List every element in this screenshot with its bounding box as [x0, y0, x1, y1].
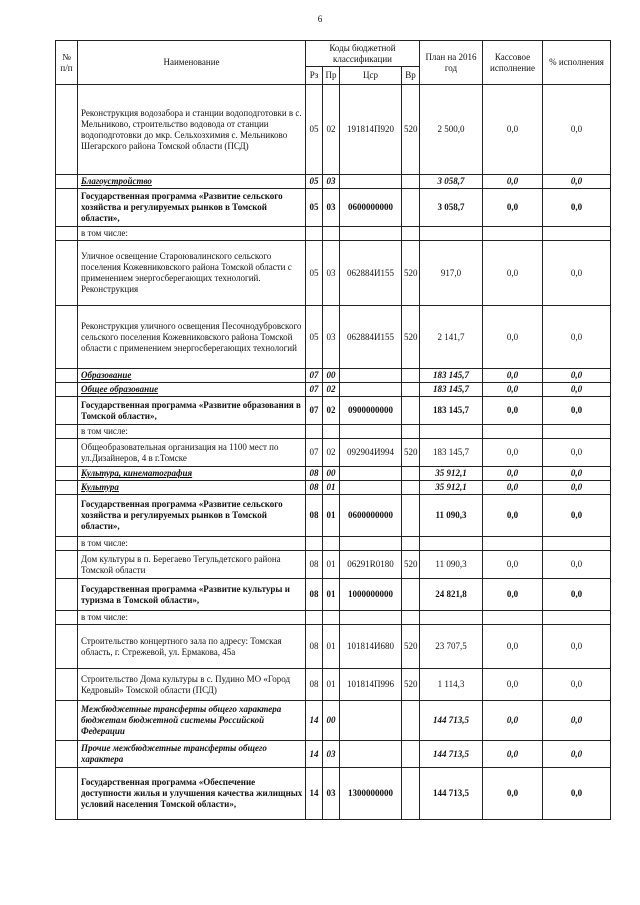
cell-pr: 02	[323, 439, 340, 467]
cell-rz: 05	[306, 175, 323, 189]
header-vr: Вр	[402, 67, 420, 85]
cell-pr: 02	[323, 85, 340, 175]
cell-plan: 1 114,3	[420, 669, 483, 701]
cell-name: Строительство концертного зала по адресу: Томская область, г. Стрежевой, ул. Ермакова, 45а	[78, 625, 306, 669]
header-pct: % исполнения	[543, 41, 611, 85]
cell-pr: 03	[323, 175, 340, 189]
cell-rz: 05	[306, 189, 323, 227]
table-row	[56, 306, 611, 369]
cell-rz	[306, 227, 323, 241]
cell-vr	[402, 467, 420, 481]
cell-pct: 0,0	[543, 439, 611, 467]
cell-cash: 0,0	[483, 669, 543, 701]
cell-num	[56, 227, 78, 241]
cell-name: Дом культуры в п. Берегаево Тегульдетского района Томской области	[78, 551, 306, 579]
cell-pct: 0,0	[543, 625, 611, 669]
cell-pct: 0,0	[543, 241, 611, 306]
cell-vr: 520	[402, 669, 420, 701]
cell-cash: 0,0	[483, 383, 543, 397]
cell-vr	[402, 189, 420, 227]
cell-pct: 0,0	[543, 579, 611, 611]
cell-plan: 144 713,5	[420, 768, 483, 820]
cell-csr	[340, 425, 402, 439]
table-row	[56, 701, 611, 741]
cell-rz: 07	[306, 369, 323, 383]
cell-rz: 14	[306, 741, 323, 768]
cell-cash	[483, 227, 543, 241]
cell-plan: 11 090,3	[420, 495, 483, 537]
cell-vr	[402, 537, 420, 551]
cell-plan: 35 912,1	[420, 467, 483, 481]
cell-pct: 0,0	[543, 551, 611, 579]
cell-num	[56, 625, 78, 669]
cell-num	[56, 383, 78, 397]
cell-cash: 0,0	[483, 467, 543, 481]
cell-csr	[340, 383, 402, 397]
cell-cash: 0,0	[483, 397, 543, 425]
cell-pr: 01	[323, 495, 340, 537]
cell-pr: 03	[323, 241, 340, 306]
cell-rz: 08	[306, 625, 323, 669]
cell-pct	[543, 425, 611, 439]
cell-vr: 520	[402, 241, 420, 306]
cell-vr: 520	[402, 439, 420, 467]
cell-pct: 0,0	[543, 369, 611, 383]
cell-num	[56, 669, 78, 701]
cell-pr: 02	[323, 397, 340, 425]
cell-name: Прочие межбюджетные трансферты общего характера	[78, 741, 306, 768]
cell-csr	[340, 467, 402, 481]
table-row	[56, 669, 611, 701]
cell-vr	[402, 227, 420, 241]
cell-num	[56, 85, 78, 175]
table-row	[56, 439, 611, 467]
cell-pr	[323, 227, 340, 241]
cell-name: Строительство Дома культуры в с. Пудино МО «Город Кедровый» Томской области (ПСД)	[78, 669, 306, 701]
cell-cash	[483, 611, 543, 625]
cell-plan: 11 090,3	[420, 551, 483, 579]
cell-plan: 183 145,7	[420, 369, 483, 383]
cell-csr: 0600000000	[340, 189, 402, 227]
cell-pr	[323, 425, 340, 439]
cell-num	[56, 425, 78, 439]
cell-pct: 0,0	[543, 741, 611, 768]
cell-name: Реконструкция уличного освещения Песочнодубровского сельского поселения Кожевниковского района Томской области с применением энергосберегающих технологий	[78, 306, 306, 369]
cell-rz: 07	[306, 397, 323, 425]
cell-pct	[543, 227, 611, 241]
cell-plan	[420, 425, 483, 439]
cell-rz: 08	[306, 669, 323, 701]
cell-cash: 0,0	[483, 189, 543, 227]
cell-pct	[543, 537, 611, 551]
cell-pr: 03	[323, 189, 340, 227]
header-csr: Цср	[340, 67, 402, 85]
cell-vr	[402, 768, 420, 820]
cell-pr: 00	[323, 369, 340, 383]
cell-cash: 0,0	[483, 369, 543, 383]
cell-cash: 0,0	[483, 175, 543, 189]
cell-csr: 101814П996	[340, 669, 402, 701]
table-row	[56, 611, 611, 625]
cell-plan: 23 707,5	[420, 625, 483, 669]
table-row	[56, 551, 611, 579]
cell-vr: 520	[402, 551, 420, 579]
table-row	[56, 537, 611, 551]
table-row	[56, 85, 611, 175]
cell-pct: 0,0	[543, 85, 611, 175]
cell-num	[56, 175, 78, 189]
cell-cash: 0,0	[483, 579, 543, 611]
cell-rz: 14	[306, 768, 323, 820]
cell-pct: 0,0	[543, 481, 611, 495]
cell-num	[56, 241, 78, 306]
header-cash: Кассовое исполнение	[483, 41, 543, 85]
cell-name: Межбюджетные трансферты общего характера бюджетам бюджетной системы Российской Федерации	[78, 701, 306, 741]
cell-csr: 0900000000	[340, 397, 402, 425]
cell-vr	[402, 383, 420, 397]
cell-num	[56, 537, 78, 551]
cell-num	[56, 495, 78, 537]
cell-name: Государственная программа «Развитие сельского хозяйства и регулируемых рынков в Томской области»,	[78, 495, 306, 537]
cell-num	[56, 439, 78, 467]
cell-rz: 08	[306, 481, 323, 495]
cell-csr: 062884И155	[340, 241, 402, 306]
table-row	[56, 369, 611, 383]
cell-plan: 24 821,8	[420, 579, 483, 611]
cell-pr: 03	[323, 768, 340, 820]
cell-cash	[483, 537, 543, 551]
cell-cash	[483, 425, 543, 439]
cell-num	[56, 579, 78, 611]
cell-pr: 00	[323, 467, 340, 481]
cell-pr: 01	[323, 551, 340, 579]
cell-num	[56, 467, 78, 481]
cell-cash: 0,0	[483, 741, 543, 768]
cell-csr: 191814П920	[340, 85, 402, 175]
cell-plan	[420, 611, 483, 625]
cell-cash: 0,0	[483, 439, 543, 467]
cell-csr	[340, 369, 402, 383]
cell-csr: 1000000000	[340, 579, 402, 611]
cell-pct: 0,0	[543, 189, 611, 227]
cell-num	[56, 306, 78, 369]
cell-pr	[323, 611, 340, 625]
cell-csr	[340, 481, 402, 495]
cell-csr	[340, 701, 402, 741]
table-row	[56, 481, 611, 495]
cell-rz	[306, 425, 323, 439]
cell-plan: 2 141,7	[420, 306, 483, 369]
table-row	[56, 495, 611, 537]
cell-vr	[402, 369, 420, 383]
cell-rz: 08	[306, 579, 323, 611]
cell-rz: 05	[306, 241, 323, 306]
cell-csr: 1300000000	[340, 768, 402, 820]
cell-pct: 0,0	[543, 383, 611, 397]
cell-rz: 07	[306, 383, 323, 397]
cell-vr	[402, 425, 420, 439]
cell-csr	[340, 741, 402, 768]
table-row	[56, 625, 611, 669]
table-body	[56, 85, 611, 820]
cell-rz: 08	[306, 495, 323, 537]
cell-cash: 0,0	[483, 701, 543, 741]
cell-name: Благоустройство	[78, 175, 306, 189]
cell-vr: 520	[402, 306, 420, 369]
cell-vr	[402, 741, 420, 768]
cell-cash: 0,0	[483, 241, 543, 306]
cell-vr	[402, 397, 420, 425]
cell-pct: 0,0	[543, 701, 611, 741]
cell-pct: 0,0	[543, 175, 611, 189]
table-row	[56, 425, 611, 439]
cell-cash: 0,0	[483, 85, 543, 175]
cell-cash: 0,0	[483, 306, 543, 369]
cell-cash: 0,0	[483, 768, 543, 820]
cell-num	[56, 611, 78, 625]
cell-pr: 02	[323, 383, 340, 397]
cell-rz: 07	[306, 439, 323, 467]
cell-csr	[340, 537, 402, 551]
cell-cash: 0,0	[483, 481, 543, 495]
header-codes: Коды бюджетной классификации	[306, 41, 420, 67]
cell-rz: 14	[306, 701, 323, 741]
header-pr: Пр	[323, 67, 340, 85]
cell-rz: 08	[306, 551, 323, 579]
cell-rz	[306, 611, 323, 625]
cell-plan	[420, 537, 483, 551]
cell-pr: 01	[323, 579, 340, 611]
cell-csr: 0600000000	[340, 495, 402, 537]
header-plan: План на 2016 год	[420, 41, 483, 85]
table-row	[56, 397, 611, 425]
cell-csr: 062884И155	[340, 306, 402, 369]
cell-plan: 35 912,1	[420, 481, 483, 495]
table-row	[56, 227, 611, 241]
cell-pr	[323, 537, 340, 551]
cell-plan: 183 145,7	[420, 439, 483, 467]
cell-name: Реконструкция водозабора и станции водоподготовки в с. Мельниково, строительство водовода от станции водоподготовки до мкр. Сельхозхимия с. Мельниково Шегарского района Томской области (ПСД)	[78, 85, 306, 175]
cell-plan	[420, 227, 483, 241]
cell-name: Общее образование	[78, 383, 306, 397]
cell-plan: 144 713,5	[420, 741, 483, 768]
cell-csr	[340, 175, 402, 189]
cell-pct: 0,0	[543, 467, 611, 481]
cell-rz: 05	[306, 306, 323, 369]
cell-cash: 0,0	[483, 625, 543, 669]
cell-num	[56, 369, 78, 383]
table-row	[56, 189, 611, 227]
cell-vr	[402, 481, 420, 495]
cell-pr: 01	[323, 625, 340, 669]
cell-vr	[402, 495, 420, 537]
cell-csr: 092904И994	[340, 439, 402, 467]
cell-pr: 00	[323, 701, 340, 741]
header-num: № п/п	[56, 41, 78, 85]
cell-name: в том числе:	[78, 537, 306, 551]
table-row	[56, 383, 611, 397]
cell-plan: 144 713,5	[420, 701, 483, 741]
cell-pct: 0,0	[543, 306, 611, 369]
cell-num	[56, 701, 78, 741]
cell-rz: 05	[306, 85, 323, 175]
cell-plan: 917,0	[420, 241, 483, 306]
cell-csr	[340, 227, 402, 241]
table-row	[56, 175, 611, 189]
cell-name: Государственная программа «Обеспечение доступности жилья и улучшения качества жилищных условий населения Томской области»,	[78, 768, 306, 820]
cell-num	[56, 551, 78, 579]
cell-pr: 01	[323, 481, 340, 495]
cell-pct	[543, 611, 611, 625]
cell-vr: 520	[402, 85, 420, 175]
cell-num	[56, 481, 78, 495]
cell-name: Государственная программа «Развитие культуры и туризма в Томской области»,	[78, 579, 306, 611]
table-row	[56, 241, 611, 306]
header-name: Наименование	[78, 41, 306, 85]
cell-vr	[402, 611, 420, 625]
cell-plan: 2 500,0	[420, 85, 483, 175]
cell-rz: 08	[306, 467, 323, 481]
budget-table	[55, 40, 611, 820]
cell-name: в том числе:	[78, 425, 306, 439]
cell-num	[56, 741, 78, 768]
table-row	[56, 768, 611, 820]
cell-name: Уличное освещение Староювалинского сельского поселения Кожевниковского района Томской области с применением энергосберегающих технологий. Реконструкция	[78, 241, 306, 306]
cell-cash: 0,0	[483, 551, 543, 579]
cell-name: Государственная программа «Развитие образования в Томской области»,	[78, 397, 306, 425]
cell-vr	[402, 175, 420, 189]
cell-pct: 0,0	[543, 397, 611, 425]
cell-num	[56, 189, 78, 227]
page-number: 6	[317, 14, 323, 24]
cell-vr	[402, 579, 420, 611]
cell-num	[56, 768, 78, 820]
table-row	[56, 741, 611, 768]
cell-pct: 0,0	[543, 768, 611, 820]
cell-name: Государственная программа «Развитие сельского хозяйства и регулируемых рынков в Томской области»,	[78, 189, 306, 227]
cell-csr: 06291R0180	[340, 551, 402, 579]
cell-vr: 520	[402, 625, 420, 669]
cell-plan: 183 145,7	[420, 397, 483, 425]
cell-name: Культура	[78, 481, 306, 495]
cell-pct: 0,0	[543, 669, 611, 701]
cell-num	[56, 397, 78, 425]
cell-pct: 0,0	[543, 495, 611, 537]
cell-pr: 01	[323, 669, 340, 701]
cell-pr: 03	[323, 306, 340, 369]
cell-name: Общеобразовательная организация на 1100 мест по ул.Дизайнеров, 4 в г.Томске	[78, 439, 306, 467]
cell-plan: 3 058,7	[420, 175, 483, 189]
cell-cash: 0,0	[483, 495, 543, 537]
cell-csr	[340, 611, 402, 625]
cell-name: в том числе:	[78, 611, 306, 625]
cell-name: Образование	[78, 369, 306, 383]
cell-vr	[402, 701, 420, 741]
table-row	[56, 579, 611, 611]
cell-plan: 3 058,7	[420, 189, 483, 227]
table-row	[56, 467, 611, 481]
cell-rz	[306, 537, 323, 551]
cell-plan: 183 145,7	[420, 383, 483, 397]
cell-pr: 03	[323, 741, 340, 768]
cell-csr: 101814И680	[340, 625, 402, 669]
cell-name: в том числе:	[78, 227, 306, 241]
cell-name: Культура, кинематография	[78, 467, 306, 481]
header-rz: Рз	[306, 67, 323, 85]
